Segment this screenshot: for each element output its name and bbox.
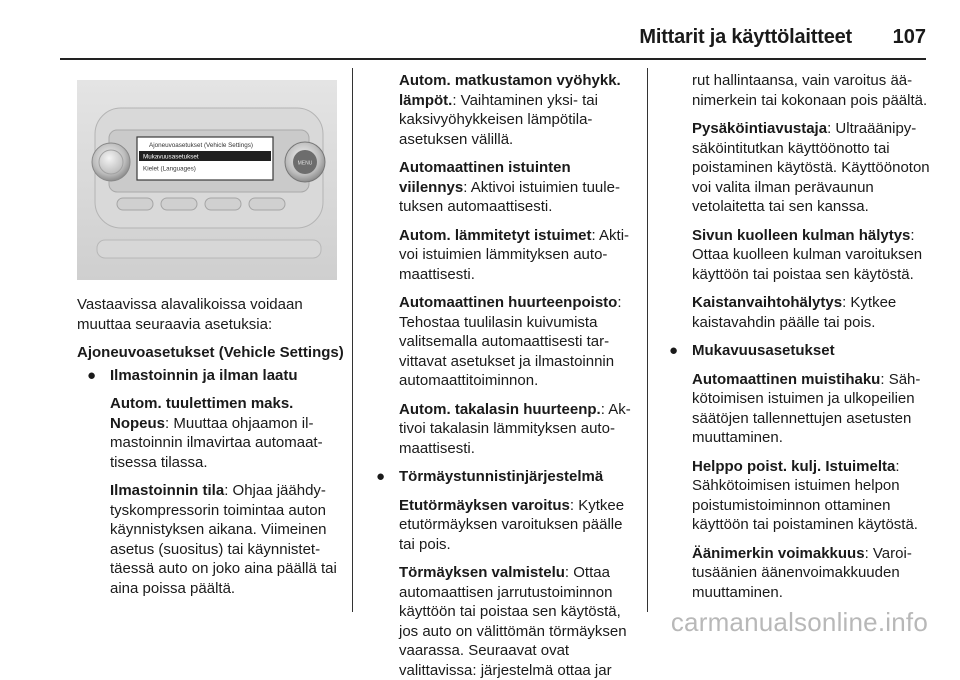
column-1	[77, 295, 347, 598]
setting-item: Etutörmäyksen varoitus: Kytkee etutörmäyksen varoituksen päälle tai pois.	[399, 496, 625, 553]
watermark: carmanualsonline.info	[670, 607, 928, 637]
screen-menu-item-1: Ajoneuvoasetukset (Vehicle Settings)	[149, 142, 253, 149]
setting-item: Autom. matkustamon vyöhykk. lämpöt.: Vaihtaminen yksi- tai kaksivyöhykkeisen lämpötilaasetuksen välillä.	[399, 72, 621, 148]
column-divider-2	[647, 68, 648, 612]
column-3	[669, 71, 932, 602]
menu-knob-label: MENU	[297, 160, 313, 167]
setting-item: Automaattinen istuinten viilennys: Aktivoi istuimien tuuletuksen automaattisesti.	[399, 159, 620, 215]
infotainment-figure	[77, 80, 337, 280]
continued-text: rut hallintaansa, vain varoitus äänimerkein tai kokonaan pois päältä.	[692, 72, 928, 109]
bullet-label: Törmäystunnistinjärjestelmä	[399, 468, 604, 485]
screen-menu-item-2: Mukavuusasetukset	[143, 153, 199, 161]
setting-item: Pysäköintiavustaja: Ultraäänipysäköintitutkan käyttöönotto tai poistaminen käytöstä. Käyttöönoton voi valita ilman perävaunun vetolaitetta tai sen kanssa.	[692, 120, 930, 215]
page-header	[60, 18, 926, 58]
page-title: Mittarit ja käyttölaitteet	[639, 26, 852, 48]
column-2	[376, 71, 639, 680]
setting-item: Autom. tuulettimen maks. Nopeus: Muuttaa ohjaamon ilmastoinnin ilmavirtaa automaattisessa tilassa.	[110, 395, 323, 471]
bullet-comfort	[659, 341, 932, 361]
setting-item: Törmäyksen valmistelu: Ottaa automaattisen jarrutustoiminnon käyttöön tai poistaa sen käytöstä, jos auto on välittömän törmäyksen vaarassa. Seuraavat ovat valittavissa: järjestelmä ottaa jar	[399, 564, 627, 679]
setting-item: Kaistanvaihtohälytys: Kytkee kaistavahdin päälle tai pois.	[692, 294, 897, 331]
setting-item: Ilmastoinnin tila: Ohjaa jäähdytyskompressorin toimintaa auton käynnistyksen aikana. Viimeinen asetus (suositus) tai käynnistettäessä auto on joko aina päällä tai aina poissa päältä.	[110, 482, 337, 597]
bullet-label: Mukavuusasetukset	[692, 342, 835, 359]
page-number: 107	[892, 26, 926, 48]
bullet-dot: ●	[376, 468, 386, 485]
bullet-label: Ilmastoinnin ja ilman laatu	[110, 366, 298, 384]
bullet-dot: ●	[669, 342, 679, 359]
setting-item: Helppo poist. kulj. Istuimelta: Sähkötoimisen istuimen helpon poistumistoiminnon ottaminen käyttöön tai poistaminen käytöstä.	[692, 457, 918, 533]
bullet-climate	[77, 366, 347, 386]
setting-item: Automaattinen muistihaku: Sähkötoimisen istuimen ja ulkopeilien säätöjen tallennettujen asetusten muuttaminen.	[692, 370, 921, 446]
setting-item: Sivun kuolleen kulman hälytys: Ottaa kuolleen kulman varoituksen käyttöön tai poistaa sen käytöstä.	[692, 226, 923, 283]
setting-item: Äänimerkin voimakkuus: Varoitusäänien äänenvoimakkuuden muuttaminen.	[692, 544, 912, 601]
setting-item: Automaattinen huurteenpoisto: Tehostaa tuulilasin kuivumista valitsemalla automaattisesti tarvittavat asetukset ja ilmastoinnin automaattitoiminnon.	[399, 294, 622, 389]
intro-text: Vastaavissa alavalikoissa voidaan muuttaa seuraavia asetuksia:	[77, 296, 303, 333]
setting-item: Autom. lämmitetyt istuimet: Aktivoi istuimien lämmityksen automaattisesti.	[399, 226, 630, 283]
header-rule	[60, 58, 926, 60]
section-heading: Ajoneuvoasetukset (Vehicle Settings)	[77, 344, 344, 361]
column-divider-1	[352, 68, 353, 612]
infotainment-illustration	[77, 80, 337, 280]
bullet-dot: ●	[87, 366, 97, 384]
bullet-collision	[366, 467, 639, 487]
screen-menu-item-3: Kielet (Languages)	[143, 165, 196, 173]
setting-item: Autom. takalasin huurteenp.: Aktivoi takalasin lämmityksen automaattisesti.	[399, 400, 631, 457]
